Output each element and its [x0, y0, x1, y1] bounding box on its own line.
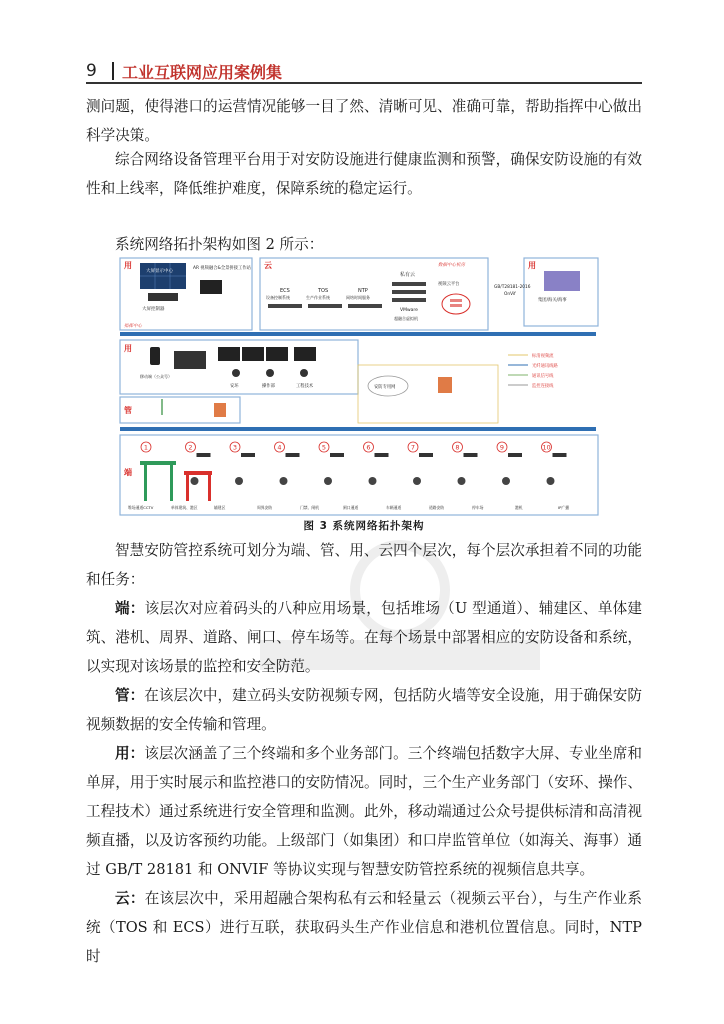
- legend-2: 光纤通讯线路: [532, 364, 558, 369]
- scene-camera-icon: [502, 477, 510, 485]
- ntp-server-icon: [348, 304, 382, 308]
- scene-label: 道路安防: [429, 505, 445, 510]
- tos-server-icon: [308, 304, 342, 308]
- scene-number: 1: [143, 443, 149, 452]
- backbone-bar-bottom: [120, 427, 596, 431]
- scene-label: 门禁、闸机: [300, 505, 319, 510]
- page-number: 9: [86, 61, 97, 81]
- label-yong: 用：: [115, 745, 145, 762]
- scene-number: 9: [499, 443, 505, 452]
- private-server-1: [392, 282, 426, 286]
- mobile-icon: [150, 347, 160, 365]
- ntp-label: NTP: [358, 288, 368, 294]
- scene-switch-icon: [419, 453, 433, 457]
- label-duan: 端：: [115, 600, 145, 617]
- scene-switch-icon: [508, 453, 522, 457]
- layer-yun: 云: [264, 261, 272, 270]
- scene-label: 车辆通道: [386, 505, 402, 510]
- ecs-sub-label: 设备控制系统: [266, 295, 290, 300]
- scene-number: 8: [455, 443, 460, 452]
- scene-switch-icon: [286, 453, 300, 457]
- desk-screen-1: [218, 347, 240, 361]
- tos-label: TOS: [318, 288, 329, 294]
- gbt-label: GB/T28181-2016: [494, 285, 531, 290]
- legend-1: 标清视频流: [532, 354, 554, 359]
- mobile-label: 移动端（公众号）: [140, 374, 172, 379]
- dept-1-label: 安环: [230, 384, 239, 389]
- private-cloud-label: 私有云: [400, 272, 416, 278]
- vmware-label: VMware: [400, 308, 418, 313]
- scene-switch-icon: [197, 453, 211, 457]
- scene-switch-icon: [464, 453, 478, 457]
- scene-camera-icon: [191, 477, 199, 485]
- layer-yong-2: 用: [528, 261, 536, 270]
- workstation-icon: [200, 280, 222, 294]
- header-divider: [112, 62, 114, 80]
- scene-camera-icon: [280, 477, 288, 485]
- guan-firewall-icon: [214, 403, 226, 417]
- crane-leg-1: [144, 461, 147, 501]
- paragraph-5: [86, 594, 642, 681]
- private-server-2: [392, 290, 426, 294]
- tos-sub-label: 生产作业系统: [306, 295, 330, 300]
- scene-camera-icon: [547, 477, 555, 485]
- paragraph-7: [86, 739, 642, 884]
- scene-switch-icon: [553, 453, 567, 457]
- operator-1-icon: [232, 369, 240, 377]
- label-guan: 管：: [115, 687, 145, 704]
- book-title: 工业互联网应用案例集: [122, 62, 283, 82]
- hyperconverged-label: 超融合虚拟机: [394, 316, 418, 321]
- layer-guan: 管: [124, 406, 132, 415]
- crane-leg-2: [170, 461, 173, 501]
- controller-icon: [148, 293, 178, 301]
- layer-yong-1: 用: [124, 261, 132, 270]
- dept-3-label: 工程技术: [296, 384, 314, 389]
- scene-label: 单体建筑、港区: [171, 505, 198, 510]
- scene-label: 闸口通道: [343, 505, 359, 510]
- scene-number: 4: [277, 443, 282, 452]
- security-net-label: 安防专用网: [374, 385, 396, 390]
- text-yong: 该层次涵盖了三个终端和多个业务部门。三个终端包括数字大屏、专业坐席和单屏，用于实时展示和监控港口的安防情况。同时，三个生产业务部门（安环、操作、工程技术）通过系统进行安全管理和监测。此外，移动端通过公众号提供标清和高清视频直播，以及访客预约功能。上级部门（如集团）和口岸监管单位（如海关、海事）通过 GB/T 28181 和 ONVIF 等协议实现与智慧安防管控系统的视频信息共享。: [86, 745, 642, 878]
- backbone-bar-top: [120, 332, 596, 336]
- scene-number: 7: [410, 443, 416, 452]
- ecs-server-icon: [268, 304, 302, 308]
- ecs-label: ECS: [280, 288, 290, 294]
- operator-2-icon: [266, 369, 274, 377]
- label-yun: 云：: [115, 890, 145, 907]
- text-yun: 在该层次中，采用超融合架构私有云和轻量云（视频云平台），与生产作业系统（TOS 和 ECS）进行互联，获取码头生产作业信息和港机位置信息。同时，NTP 时: [86, 890, 642, 965]
- customs-label: 集团/海关/海事: [538, 298, 567, 303]
- ntp-sub-label: 网络时间服务: [346, 295, 370, 300]
- customs-building-icon: [544, 271, 580, 291]
- paragraph-4: 智慧安防管控系统可划分为端、管、用、云四个层次，每个层次承担着不同的功能和任务：: [86, 542, 642, 588]
- data-center-label: 数据中心机房: [438, 263, 465, 268]
- firewall-icon: [438, 377, 452, 393]
- operator-3-icon: [300, 369, 308, 377]
- body-section: [86, 536, 642, 971]
- header-rule: [86, 82, 642, 84]
- scene-camera-icon: [369, 477, 377, 485]
- scene-number: 5: [321, 443, 327, 452]
- legend-3: 通讯信号线: [532, 374, 554, 379]
- desk-screen-2: [242, 347, 264, 361]
- legend-4: 监控连接线: [532, 384, 554, 389]
- page-header: [86, 60, 646, 82]
- dept-2-label: 操作部: [262, 384, 275, 389]
- paragraph-6: [86, 681, 642, 739]
- scene-switch-icon: [241, 453, 255, 457]
- video-cloud-label: 视频云平台: [438, 282, 460, 287]
- big-screen-host-label: 大屏控制器: [142, 307, 165, 312]
- paragraph-8: [86, 884, 642, 971]
- scene-label: 堆场通道CCTV: [128, 505, 154, 510]
- text-duan: 该层次对应着码头的八种应用场景，包括堆场（U 型通道）、辅建区、单体建筑、港机、周界、道路、闸口、停车场等。在每个场景中部署相应的安防设备和系统，以实现对该场景的监控和安全防范。: [86, 600, 642, 675]
- scene-number: 6: [366, 443, 371, 452]
- figure-caption: 图 3 系统网络拓扑架构: [303, 520, 425, 532]
- layer-duan: 端: [124, 468, 132, 477]
- scene-camera-icon: [413, 477, 421, 485]
- paragraph-2: 综合网络设备管理平台用于对安防设施进行健康监测和预警，确保安防设施的有效性和上线率，降低维护难度，保障系统的稳定运行。: [86, 151, 642, 197]
- scene-switch-icon: [330, 453, 344, 457]
- ar-station-label: AR 视频融合&全景拼接工作站: [193, 266, 251, 271]
- command-center-label: 指挥中心: [124, 324, 142, 329]
- paragraph-1: 测问题，使得港口的运营情况能够一目了然、清晰可见、准确可靠，帮助指挥中心做出科学决策。: [86, 98, 642, 144]
- scene-number: 2: [188, 443, 193, 452]
- scene-label: 辅建区: [214, 505, 226, 510]
- scene-number: 3: [232, 443, 238, 452]
- layer-yong-3: 用: [124, 344, 132, 353]
- scene-camera-icon: [458, 477, 466, 485]
- desk-screen-4: [294, 347, 316, 361]
- network-topology-figure: [118, 255, 600, 518]
- scene-label: 周界安防: [257, 505, 273, 510]
- onvif-label: OnVif: [504, 292, 516, 297]
- scene-label: IP广播: [558, 505, 570, 510]
- scene-label: 港机: [515, 505, 523, 510]
- scene-camera-icon: [235, 477, 243, 485]
- scene-camera-icon: [324, 477, 332, 485]
- private-server-3: [392, 298, 426, 302]
- laptop-icon: [174, 351, 206, 369]
- text-guan: 在该层次中，建立码头安防视频专网，包括防火墙等安全设施，用于确保安防视频数据的安全传输和管理。: [86, 687, 642, 733]
- scene-switch-icon: [375, 453, 389, 457]
- scene-label: 停车场: [472, 505, 484, 510]
- rtg-leg-1: [186, 471, 189, 501]
- rtg-leg-2: [208, 471, 211, 501]
- desk-screen-3: [266, 347, 288, 361]
- scene-number: 10: [542, 443, 551, 452]
- paragraph-3: 系统网络拓扑架构如图 2 所示：: [115, 236, 324, 253]
- big-screen-label: 大屏显示中心: [146, 269, 173, 274]
